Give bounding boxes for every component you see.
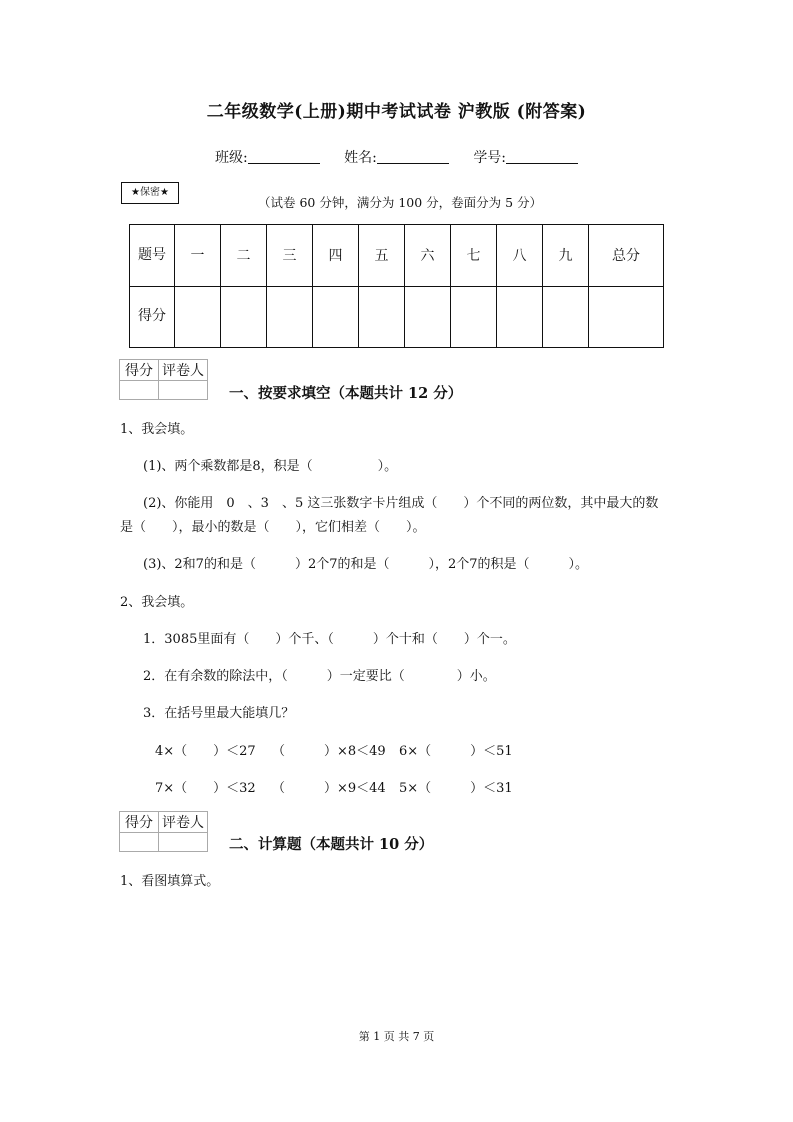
score-cell-6[interactable] — [405, 286, 451, 348]
question-1-1: (1)、两个乘数都是8，积是（ ）。 — [143, 459, 398, 474]
score-cell-9[interactable] — [543, 286, 589, 348]
score-col-5: 五 — [359, 225, 405, 287]
inequality-2-1: 7×（ ）＜32 — [155, 781, 256, 796]
name-blank[interactable] — [377, 149, 449, 164]
secret-badge: ★保密★ — [121, 182, 179, 204]
question-1-2b: 是（ ），最小的数是（ ），它们相差（ ）。 — [120, 520, 426, 535]
score-col-7: 七 — [451, 225, 497, 287]
inequality-1-2: （ ）×8＜49 — [272, 744, 386, 759]
question-1-2a: (2)、你能用 0 、3 、5 这三张数字卡片组成（ ）个不同的两位数，其中最大的数 — [143, 496, 659, 511]
grader-name-cell[interactable] — [159, 381, 208, 400]
score-col-3: 三 — [267, 225, 313, 287]
question-2-2: 2．在有余数的除法中，（ ）一定要比（ ）小。 — [143, 669, 496, 684]
grader-name-cell[interactable] — [159, 833, 208, 852]
question-number-label: 题号 — [130, 225, 175, 287]
score-cell-4[interactable] — [313, 286, 359, 348]
question-2-3: 3．在括号里最大能填几？ — [143, 706, 295, 721]
score-cell-total[interactable] — [589, 286, 664, 348]
score-table — [129, 224, 664, 348]
section2-question-1: 1、看图填算式。 — [120, 874, 220, 889]
score-cell-7[interactable] — [451, 286, 497, 348]
score-col-4: 四 — [313, 225, 359, 287]
grader-name-label: 评卷人 — [159, 360, 208, 381]
score-col-6: 六 — [405, 225, 451, 287]
class-blank[interactable] — [248, 149, 320, 164]
grader-score-cell[interactable] — [120, 381, 159, 400]
grader-score-label: 得分 — [120, 360, 159, 381]
score-cell-5[interactable] — [359, 286, 405, 348]
score-cell-2[interactable] — [221, 286, 267, 348]
question-1-3: (3)、2和7的和是（ ）2个7的和是（ ），2个7的积是（ ）。 — [143, 557, 589, 572]
page-title: 二年级数学(上册)期中考试试卷 沪教版 (附答案) — [206, 102, 587, 122]
class-label: 班级: — [214, 150, 248, 166]
id-blank[interactable] — [506, 149, 578, 164]
name-field — [344, 150, 449, 166]
grader-score-label: 得分 — [120, 812, 159, 833]
id-field — [473, 150, 578, 166]
student-info-line — [0, 147, 793, 167]
class-field — [215, 150, 320, 166]
grader-score-cell[interactable] — [120, 833, 159, 852]
score-cell-8[interactable] — [497, 286, 543, 348]
inequality-2-3: 5×（ ）＜31 — [399, 781, 513, 796]
inequality-2-2: （ ）×9＜44 — [272, 781, 386, 796]
question-2-1: 1．3085里面有（ ）个千、（ ）个十和（ ）个一。 — [143, 632, 516, 647]
score-col-total: 总分 — [589, 225, 664, 287]
section1-title: 一、按要求填空（本题共计 12 分） — [229, 385, 463, 402]
score-cell-1[interactable] — [175, 286, 221, 348]
question-2: 2、我会填。 — [120, 595, 194, 610]
exam-note: （试卷 60 分钟，满分为 100 分，卷面分为 5 分） — [258, 195, 543, 210]
score-col-9: 九 — [543, 225, 589, 287]
id-label: 学号: — [473, 150, 507, 166]
grader-box-section2 — [119, 811, 208, 852]
grader-name-label: 评卷人 — [159, 812, 208, 833]
inequality-1-1: 4×（ ）＜27 — [155, 744, 256, 759]
score-col-8: 八 — [497, 225, 543, 287]
score-col-2: 二 — [221, 225, 267, 287]
name-label: 姓名: — [344, 150, 377, 166]
inequality-1-3: 6×（ ）＜51 — [399, 744, 513, 759]
section2-title: 二、计算题（本题共计 10 分） — [229, 836, 434, 853]
score-col-1: 一 — [175, 225, 221, 287]
score-table-score-row — [130, 286, 664, 348]
question-1: 1、我会填。 — [120, 422, 194, 437]
score-table-header-row — [130, 225, 664, 287]
page-footer: 第 1 页 共 7 页 — [358, 1030, 435, 1043]
score-cell-3[interactable] — [267, 286, 313, 348]
grader-box-section1 — [119, 359, 208, 400]
score-label: 得分 — [130, 286, 175, 348]
